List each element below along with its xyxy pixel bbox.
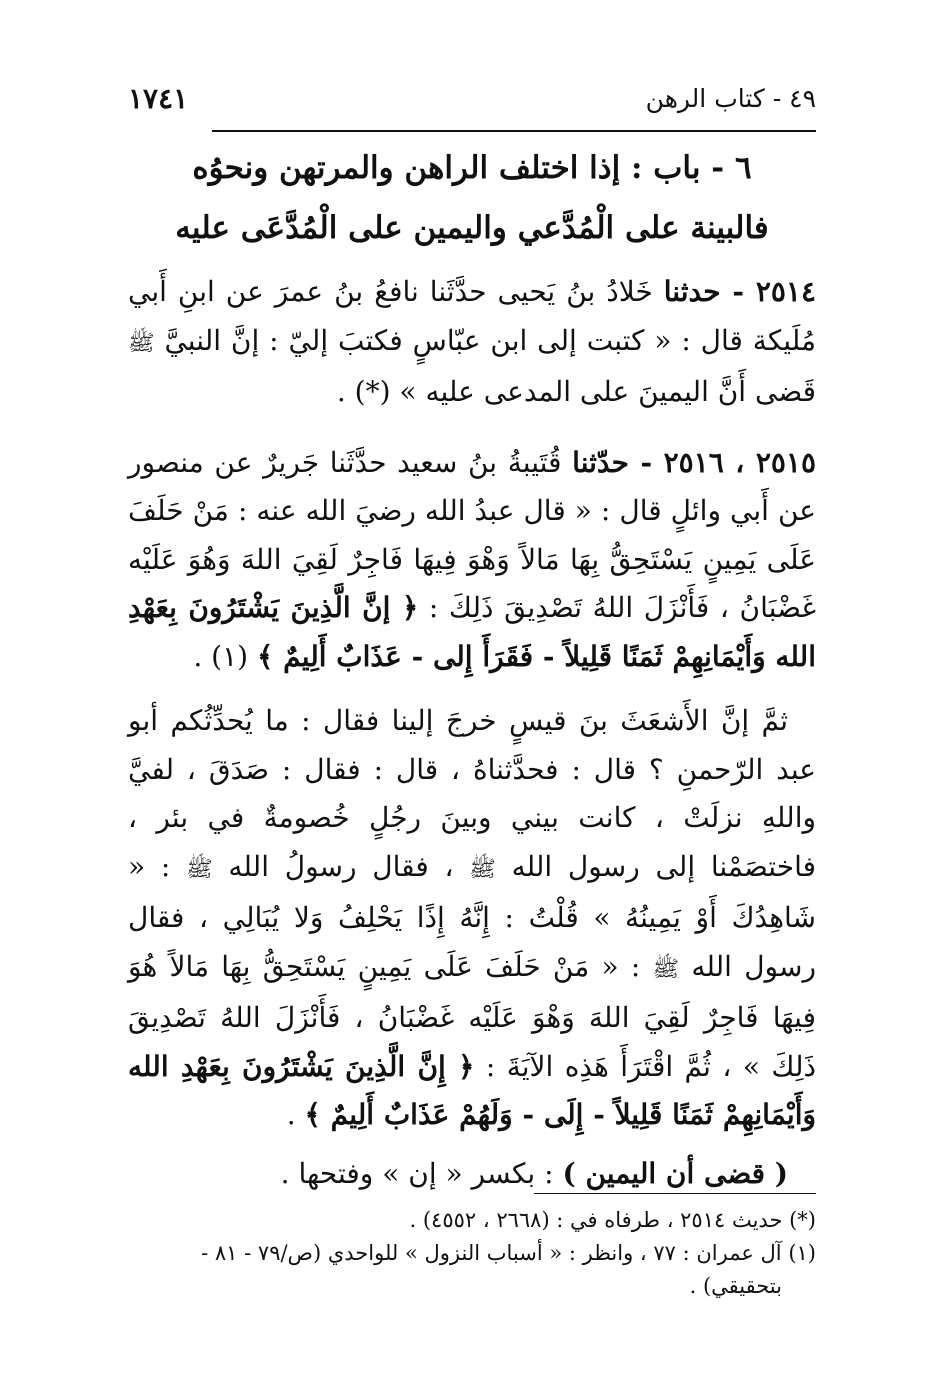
footnote-1-continued: بتحقيقي) .	[689, 1274, 782, 1298]
hadith-lead: - حدثنا	[663, 275, 756, 308]
paragraph-text: ، فقال رسولُ الله	[212, 849, 470, 883]
gloss-text: : بكسر « إن » وفتحها .	[280, 1156, 563, 1190]
chapter-header: ٤٩ - كتاب الرهن	[645, 84, 816, 113]
footnote-1: (١) آل عمران : ٧٧ ، وانظر : « أسباب النزول » للواحدي (ص/٧٩ - ٨١ -	[201, 1241, 816, 1265]
quran-quote: ﴿ إِنَّ الَّذِينَ يَشْتَرُونَ بِعَهْدِ الله وَأَيْمَانِهِمْ ثَمَنًا قَلِيلاً - إِلَى - وَلَهُمْ عَذَابٌ أَلِيمٌ ﴾	[128, 1049, 816, 1131]
header-rule	[212, 130, 816, 132]
paragraph-text: .	[286, 1098, 305, 1131]
hadith-2515	[128, 439, 816, 682]
paragraph-text: : « مَنْ حَلَفَ عَلَى يَمِينٍ يَسْتَحِقُّ بِهَا مَالاً هُوَ فِيهَا فَاجِرٌ لَقِيَ اللهَ وَهْوَ عَلَيْه غَضْبَانُ ، فَأَنْزَلَ اللهُ تَصْدِيقَ ذَلِكَ » ، ثُمَّ اقْتَرَأَ هَذِه الآيَةَ :	[128, 949, 816, 1083]
hadith-text: قُتَيبةُ بنُ سعيد حدَّثَنا جَريرٌ عن منصور عن أَبي وائلٍ قال : « قال عبدُ الله رضيَ الله عنه : مَنْ حَلَفَ عَلَى يَمِينٍ يَسْتَحِقُّ بِهَا مَالاً وَهْوَ فِيهَا فَاجِرٌ لَقِيَ اللهَ وَهُوَ عَلَيْه غَضْبَانُ ، فَأَنْزَلَ اللهُ تَصْدِيقَ ذَلِكَ :	[128, 445, 816, 624]
honorific-glyph: ﷺ	[186, 856, 213, 882]
paragraph-text: : « شَاهِدُكَ أَوْ يَمِينُهُ » قُلْتُ : إِنَّهُ إِذًا يَحْلِفُ وَلا يُبَالِي ، فقال رسول الله	[128, 849, 816, 983]
hadith-text: (١) .	[193, 639, 257, 673]
footnote-rule	[534, 1193, 816, 1194]
main-text	[128, 268, 816, 1198]
honorific-glyph: ﷺ	[128, 330, 155, 356]
hadith-text: قَضى أَنَّ اليمينَ على المدعى عليه » (*) .	[336, 375, 816, 408]
footnotes	[128, 1204, 816, 1303]
hadith-text: خَلادُ بنُ يَحيى حدَّثَنا نافعُ بنُ عمرَ عن ابنِ أَبي مُلَيكة قال : « كتبت إلى ابن عبّاسٍ فكتبَ إليّ : إنَّ النبيَّ	[128, 275, 816, 357]
gloss	[128, 1150, 816, 1199]
running-header	[128, 84, 816, 124]
quran-quote: ﴿ إنَّ الَّذِينَ يَشْتَرُونَ بِعَهْدِ الله وَأَيْمَانِهِمْ ثَمَنًا قَلِيلاً - فَقَرَأَ إِلى - عَذَابٌ أَلِيمٌ ﴾	[128, 591, 816, 673]
section-title-line2: فالبينة على الْمُدَّعي واليمين على الْمُدَّعَى عليه	[175, 210, 769, 246]
hadith-2514	[128, 268, 816, 417]
gloss-term: ( قضى أن اليمين )	[562, 1156, 788, 1190]
section-title-line1: ٦ - باب : إذا اختلف الراهن والمرتهن ونحوُه	[192, 150, 752, 186]
honorific-glyph: ﷺ	[652, 956, 680, 982]
page-number: ١٧٤١	[128, 82, 189, 115]
hadith-number: ٢٥١٥ ، ٢٥١٦	[663, 445, 816, 479]
footnote-star: (*) حديث ٢٥١٤ ، طرفاه في : (٢٦٦٨ ، ٤٥٥٢) .	[409, 1208, 816, 1232]
honorific-glyph: ﷺ	[469, 856, 496, 882]
hadith-number: ٢٥١٤	[755, 275, 816, 308]
paragraph-text: ثمَّ إنَّ الأَشعَثَ بنَ قيسٍ خرجَ إلينا فقال : ما يُحدِّثُكم أبو عبد الرّحمنِ ؟ قال : فحدَّثناهُ ، قال : فقال : صَدَقَ ، لفيَّ واللهِ نزلَتْ ، كانت بيني وبينَ رجُلٍ خُصومةٌ في بئر ، فاختصَمْنا إلى رسول الله	[128, 704, 816, 883]
paragraph-ashath	[128, 697, 816, 1140]
hadith-lead: - حدّثنا	[572, 445, 664, 479]
